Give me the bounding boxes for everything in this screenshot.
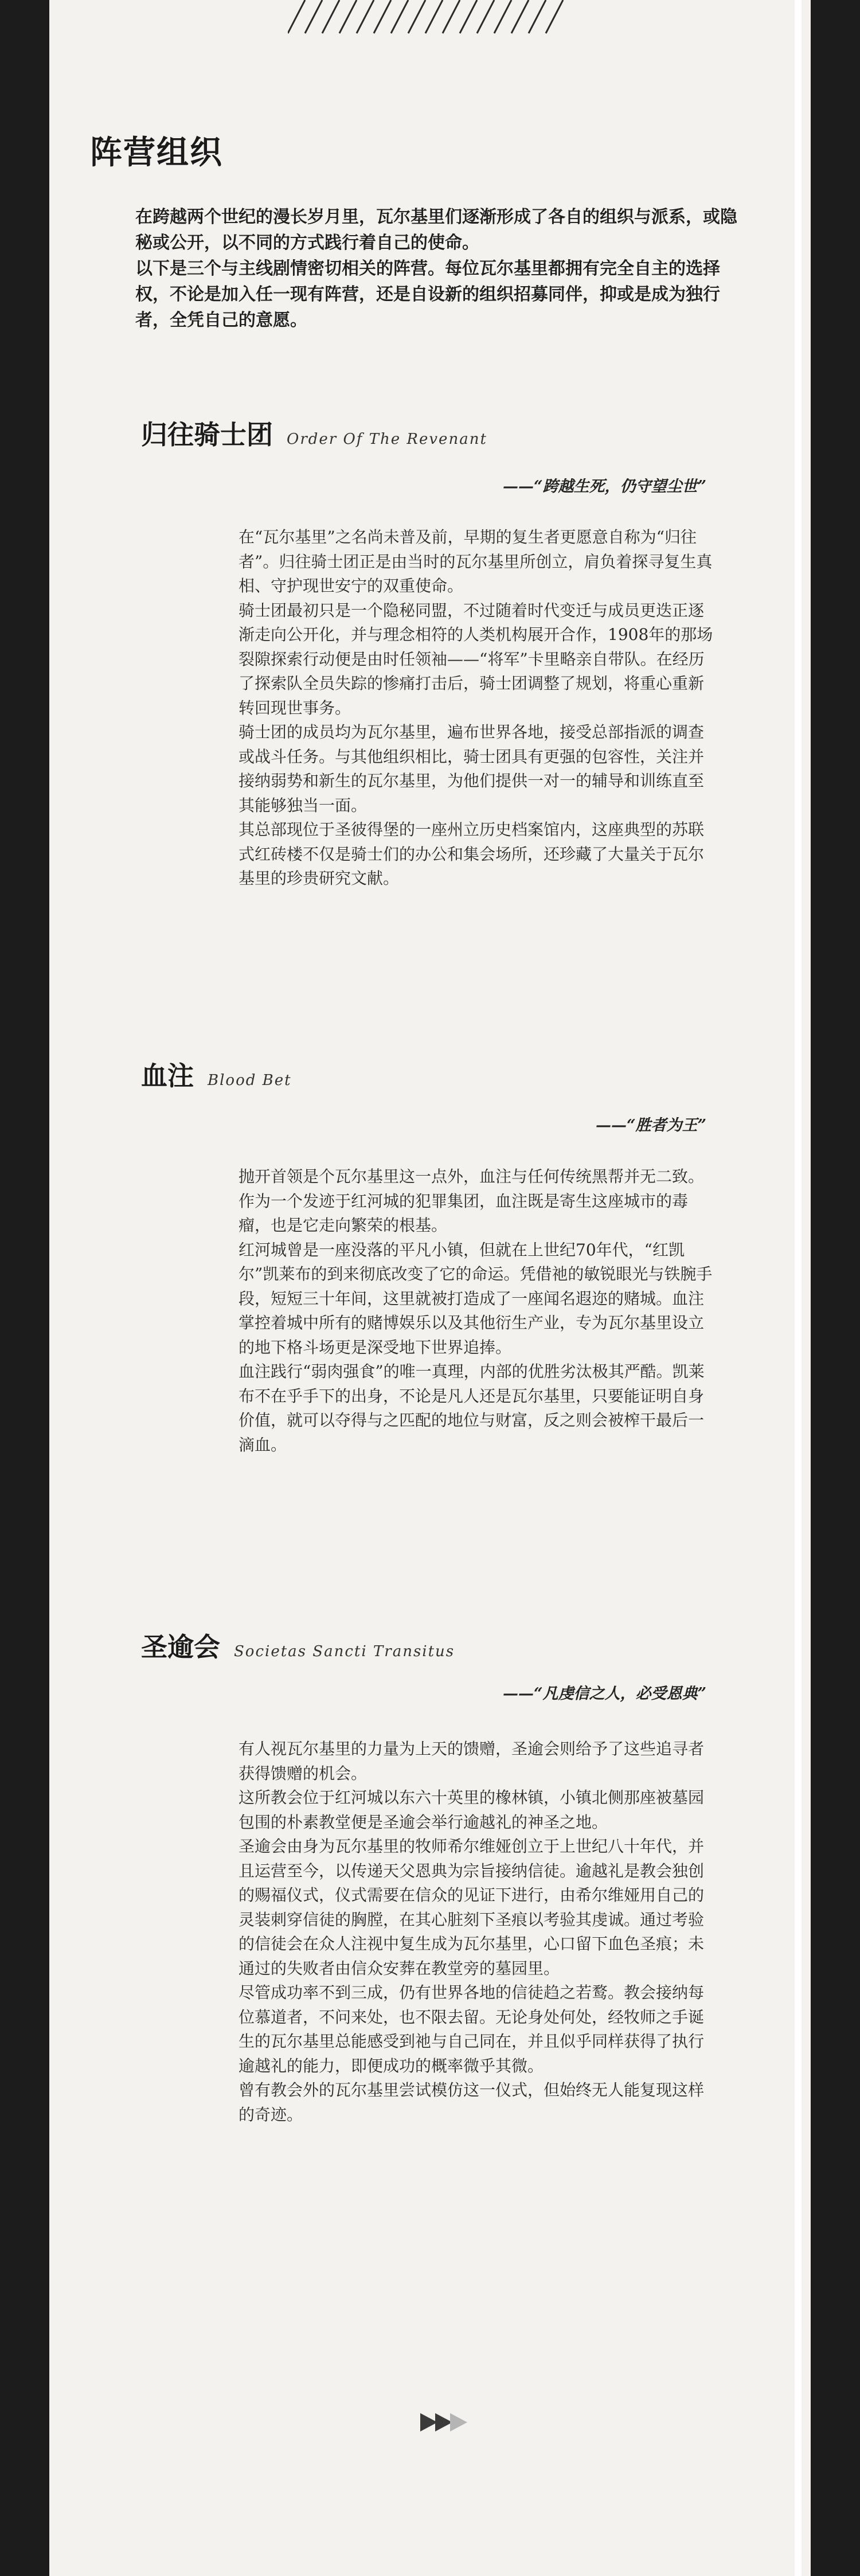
faction-motto: ——“跨越生死，仍守望尘世” (502, 478, 706, 495)
description-paragraph: 曾有教会外的瓦尔基里尝试模仿这一仪式，但始终无人能复现这样的奇迹。 (239, 2081, 705, 2124)
description-paragraph: 其总部现位于圣彼得堡的一座州立历史档案馆内，这座典型的苏联式红砖楼不仅是骑士们的办公和集会场所，还珍藏了大量关于瓦尔基里的珍贵研究文献。 (239, 820, 705, 888)
description-paragraph: 尽管成功率不到三成，仍有世界各地的信徒趋之若鹜。教会接纳每位慕道者，不问来处，也不限去留。无论身处何处，经牧师之手诞生的瓦尔基里总能感受到祂与自己同在，并且似乎同样获得了执行逾越礼的能力，即便成功的概率微乎其微。 (239, 1983, 705, 2075)
faction-description-transitus (239, 1737, 714, 2127)
description-paragraph: 抛开首领是个瓦尔基里这一点外，血注与任何传统黑帮并无二致。作为一个发迹于红河城的犯罪集团，血注既是寄生这座城市的毒瘤，也是它走向繁荣的根基。 (239, 1167, 705, 1235)
faction-english-name: Blood Bet (208, 1072, 292, 1089)
description-paragraph: 在“瓦尔基里”之名尚未普及前，早期的复生者更愿意自称为“归往者”。归往骑士团正是由当时的瓦尔基里所创立，肩负着探寻复生真相、守护现世安宁的双重使命。 (239, 528, 713, 595)
intro-paragraph: 以下是三个与主线剧情密切相关的阵营。每位瓦尔基里都拥有完全自主的选择权，不论是加入任一现有阵营，还是自设新的组织招募同伴，抑或是成为独行者，全凭自己的意愿。 (135, 259, 720, 330)
faction-description-blood-bet (239, 1165, 714, 1457)
faction-name: 圣逾会 (141, 1632, 220, 1662)
description-paragraph: 红河城曾是一座没落的平凡小镇，但就在上世纪70年代，“红凯尔”凯莱布的到来彻底改变了它的命运。凭借祂的敏锐眼光与铁腕手段，短短三十年间，这里就被打造成了一座闻名遐迩的赌城。血注掌控着城中所有的赌博娱乐以及其他衍生产业，专为瓦尔基里设立的地下格斗场更是深受地下世界追捧。 (239, 1240, 713, 1357)
description-paragraph: 骑士团的成员均为瓦尔基里，遍布世界各地，接受总部指派的调查或战斗任务。与其他组织相比，骑士团具有更强的包容性，关注并接纳弱势和新生的瓦尔基里，为他们提供一对一的辅导和训练直至其能够独当一面。 (239, 723, 705, 815)
faction-heading-revenant (141, 414, 487, 452)
description-paragraph: 圣逾会由身为瓦尔基里的牧师希尔维娅创立于上世纪八十年代，并且运营至今，以传递天父恩典为宗旨接纳信徒。逾越礼是教会独创的赐福仪式，仪式需要在信众的见证下进行，由希尔维娅用自己的灵装刺穿信徒的胸膛，在其心脏刻下圣痕以考验其虔诚。通过考验的信徒会在众人注视中复生成为瓦尔基里，心口留下血色圣痕；未通过的失败者由信众安葬在教堂旁的墓园里。 (239, 1837, 705, 1978)
double-triangle-arrow-icon[interactable] (420, 2411, 470, 2434)
faction-name: 血注 (141, 1060, 194, 1091)
page-title: 阵营组织 (90, 134, 223, 171)
intro-text (135, 204, 743, 333)
description-paragraph: 血注践行“弱肉强食”的唯一真理，内部的优胜劣汰极其严酷。凯莱布不在乎手下的出身，不论是凡人还是瓦尔基里，只要能证明自身价值，就可以夺得与之匹配的地位与财富，反之则会被榨干最后一滴血。 (239, 1362, 705, 1454)
faction-motto: ——“凡虔信之人，必受恩典” (502, 1685, 706, 1703)
faction-english-name: Societas Sancti Transitus (234, 1643, 455, 1660)
description-paragraph: 有人视瓦尔基里的力量为上天的馈赠，圣逾会则给予了这些追寻者获得馈赠的机会。 (239, 1739, 705, 1783)
faction-heading-blood-bet (141, 1055, 292, 1093)
faction-description-revenant (239, 525, 714, 891)
description-paragraph: 骑士团最初只是一个隐秘同盟，不过随着时代变迁与成员更迭正逐渐走向公开化，并与理念相符的人类机构展开合作，1908年的那场裂隙探索行动便是由时任领袖——“将军”卡里略亲自带队。在经历了探索队全员失踪的惨痛打击后，骑士团调整了规划，将重心重新转回现世事务。 (239, 600, 713, 717)
faction-english-name: Order Of The Revenant (287, 431, 487, 448)
intro-paragraph: 在跨越两个世纪的漫长岁月里，瓦尔基里们逐渐形成了各自的组织与派系，或隐秘或公开，以不同的方式践行着自己的使命。 (135, 207, 737, 253)
faction-motto: ——“胜者为王” (595, 1117, 706, 1134)
decorative-hatch-lines (288, 0, 569, 34)
description-paragraph: 这所教会位于红河城以东六十英里的橡林镇，小镇北侧那座被墓园包围的朴素教堂便是圣逾会举行逾越礼的神圣之地。 (239, 1788, 705, 1832)
faction-heading-transitus (141, 1626, 455, 1664)
faction-name: 归往骑士团 (141, 419, 273, 450)
